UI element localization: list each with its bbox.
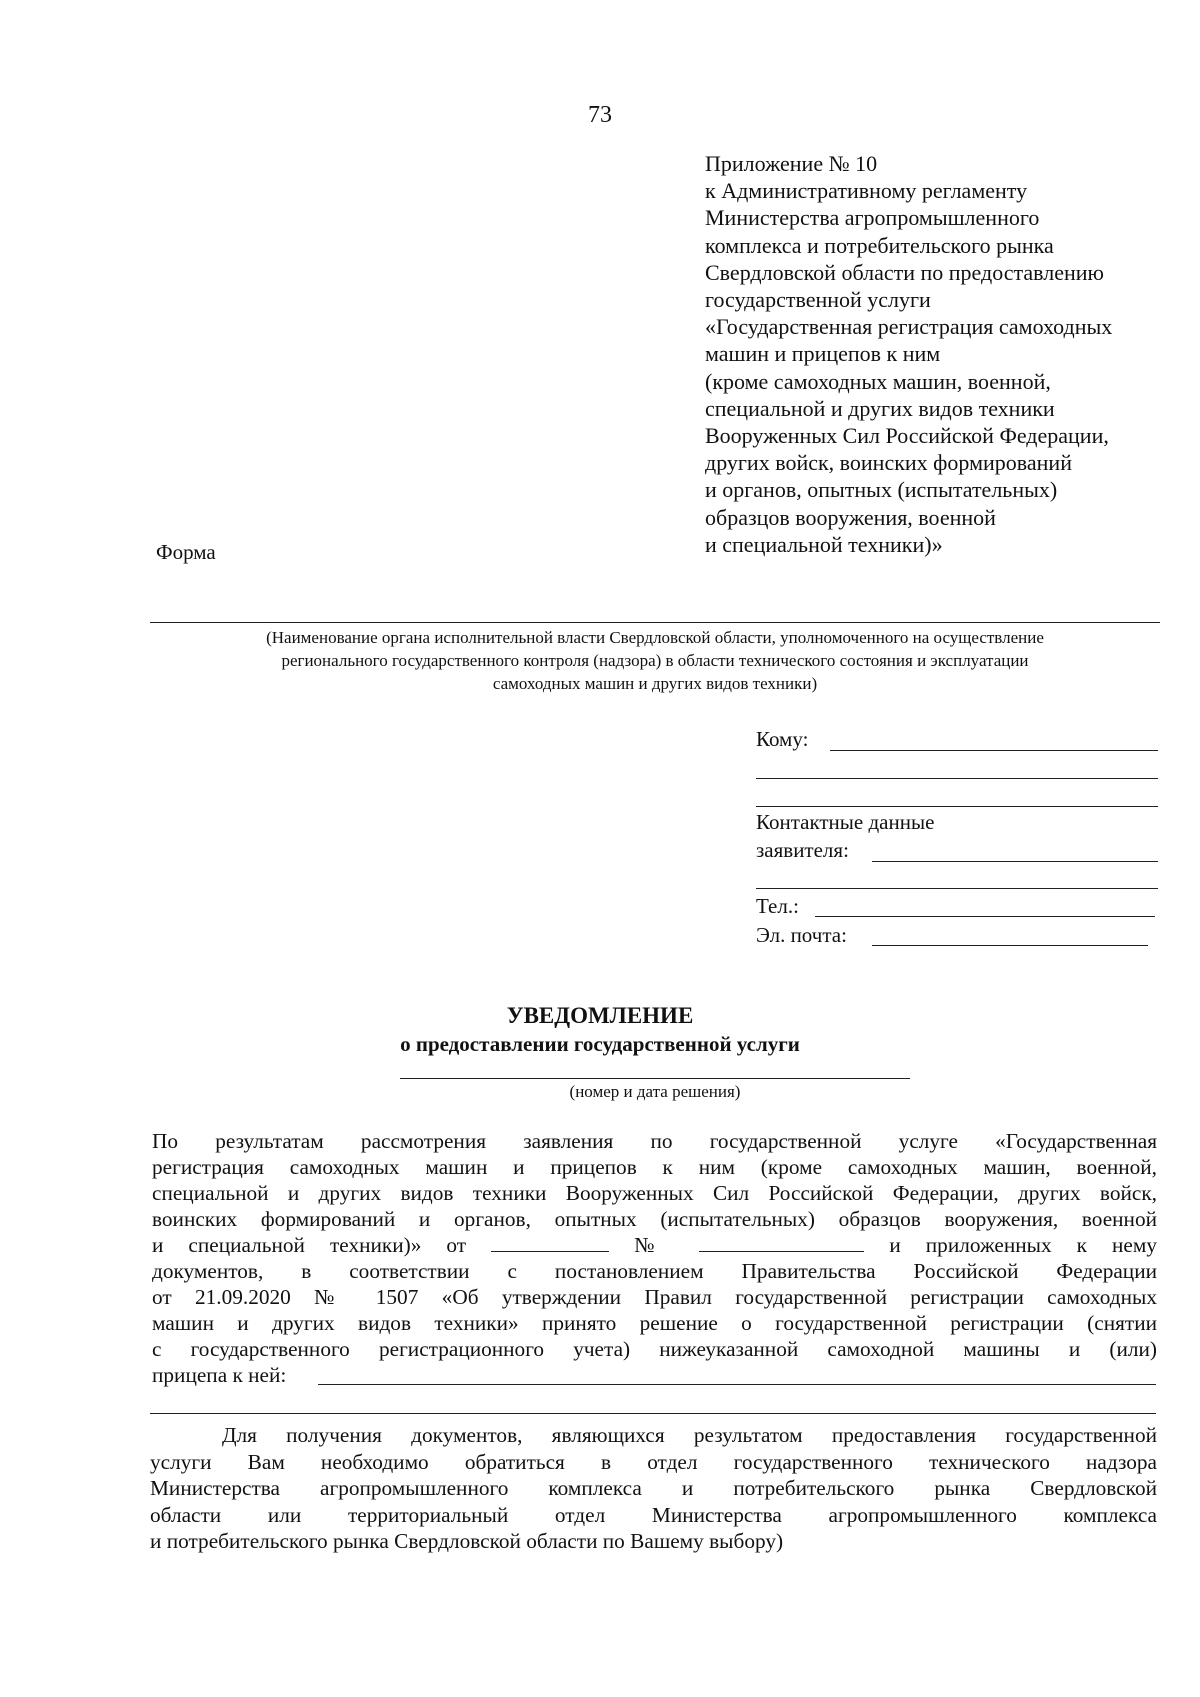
number-sign: № [634,1233,675,1257]
appendix-line: и специальной техники)» [705,531,943,557]
notice-title: УВЕДОМЛЕНИЕ [506,1003,694,1028]
paragraph1-text: и специальной техники)» от [152,1233,467,1257]
trailer-field[interactable] [318,1384,1156,1385]
paragraph1-line: воинских формирований и органов, опытных (испытательных) образцов вооружения, военной [152,1207,1157,1231]
appendix-line: и органов, опытных (испытательных) [705,477,1058,503]
form-label: Форма [156,540,216,564]
appendix-line: «Государственная регистрация самоходных [705,314,1113,340]
paragraph2-line: и потребительского рынка Свердловской области по Вашему выбору) [150,1529,784,1553]
appendix-line: машин и прицепов к ним [705,341,941,367]
decision-number-field[interactable] [400,1078,910,1079]
application-number-field[interactable] [699,1233,864,1252]
to-label: Кому: [756,727,809,751]
email-field[interactable] [872,945,1148,946]
paragraph1-line: с государственного регистрационного учета) нижеуказанной самоходной машины и (или) [152,1337,1157,1361]
appendix-line: других войск, воинских формирований [705,450,1072,476]
decision-caption: (номер и дата решения) [569,1082,741,1101]
application-date-field[interactable] [491,1233,609,1252]
appendix-line: специальной и других видов техники [705,395,1055,421]
to-field-line-3[interactable] [756,806,1158,807]
appendix-line: Вооруженных Сил Российской Федерации, [705,423,1109,449]
paragraph1-text: прицепа к ней: [152,1363,287,1387]
applicant-field-line-2[interactable] [756,888,1158,889]
email-label: Эл. почта: [756,923,847,947]
appendix-line: (кроме самоходных машин, военной, [705,368,1051,394]
authority-caption [150,626,1160,695]
appendix-header [705,150,1185,558]
paragraph2-line: Для получения документов, являющихся результатом предоставления государственной [222,1423,1157,1447]
paragraph1-line: регистрация самоходных машин и прицепов к ним (кроме самоходных машин, военной, [152,1155,1157,1179]
appendix-line: Свердловской области по предоставлению [705,259,1104,285]
paragraph1-line: По результатам рассмотрения заявления по государственной услуге «Государственная [152,1129,1157,1153]
authority-name-line[interactable] [150,622,1160,623]
contact-label: Контактные данные [756,810,935,834]
paragraph1-line: документов, в соответствии с постановлением Правительства Российской Федерации [152,1259,1157,1283]
paragraph1-line-with-blanks [152,1232,1157,1258]
applicant-label: заявителя: [756,838,849,862]
phone-field[interactable] [815,916,1155,917]
authority-caption-line: самоходных машин и других видов техники) [492,674,818,693]
authority-caption-line: регионального государственного контроля (надзора) в области технического состояния и эксплуатации [281,651,1029,670]
to-field-line-2[interactable] [756,778,1158,779]
paragraph1-line: машин и других видов техники» принято решение о государственной регистрации (снятии [152,1311,1157,1335]
paragraph1-text: и приложенных к нему [889,1233,1158,1257]
trailer-field-line-2[interactable] [150,1413,1156,1414]
appendix-line: Министерства агропромышленного [705,205,1040,231]
notice-subtitle: о предоставлении государственной услуги [400,1032,800,1056]
paragraph1-line: специальной и других видов техники Вооруженных Сил Российской Федерации, других войск, [152,1181,1157,1205]
paragraph2-line: услуги Вам необходимо обратиться в отдел государственного технического надзора [150,1449,1157,1474]
appendix-line: Приложение № 10 [705,151,878,176]
page-number: 73 [588,102,612,128]
appendix-line: к Административному регламенту [705,178,1028,204]
appendix-line: комплекса и потребительского рынка [705,232,1054,258]
paragraph2-line: Министерства агропромышленного комплекса и потребительского рынка Свердловской [150,1476,1157,1500]
paragraph2-line: области или территориальный отдел Министерства агропромышленного комплекса [150,1502,1157,1527]
paragraph1-line: от 21.09.2020 № 1507 «Об утверждении Правил государственной регистрации самоходных [152,1285,1157,1309]
phone-label: Тел.: [756,894,799,918]
appendix-line: государственной услуги [705,287,931,313]
applicant-field[interactable] [872,861,1158,862]
authority-caption-line: (Наименование органа исполнительной власти Свердловской области, уполномоченного на осуществление [266,628,1044,647]
appendix-line: образцов вооружения, военной [705,504,996,530]
to-field[interactable] [830,750,1158,751]
